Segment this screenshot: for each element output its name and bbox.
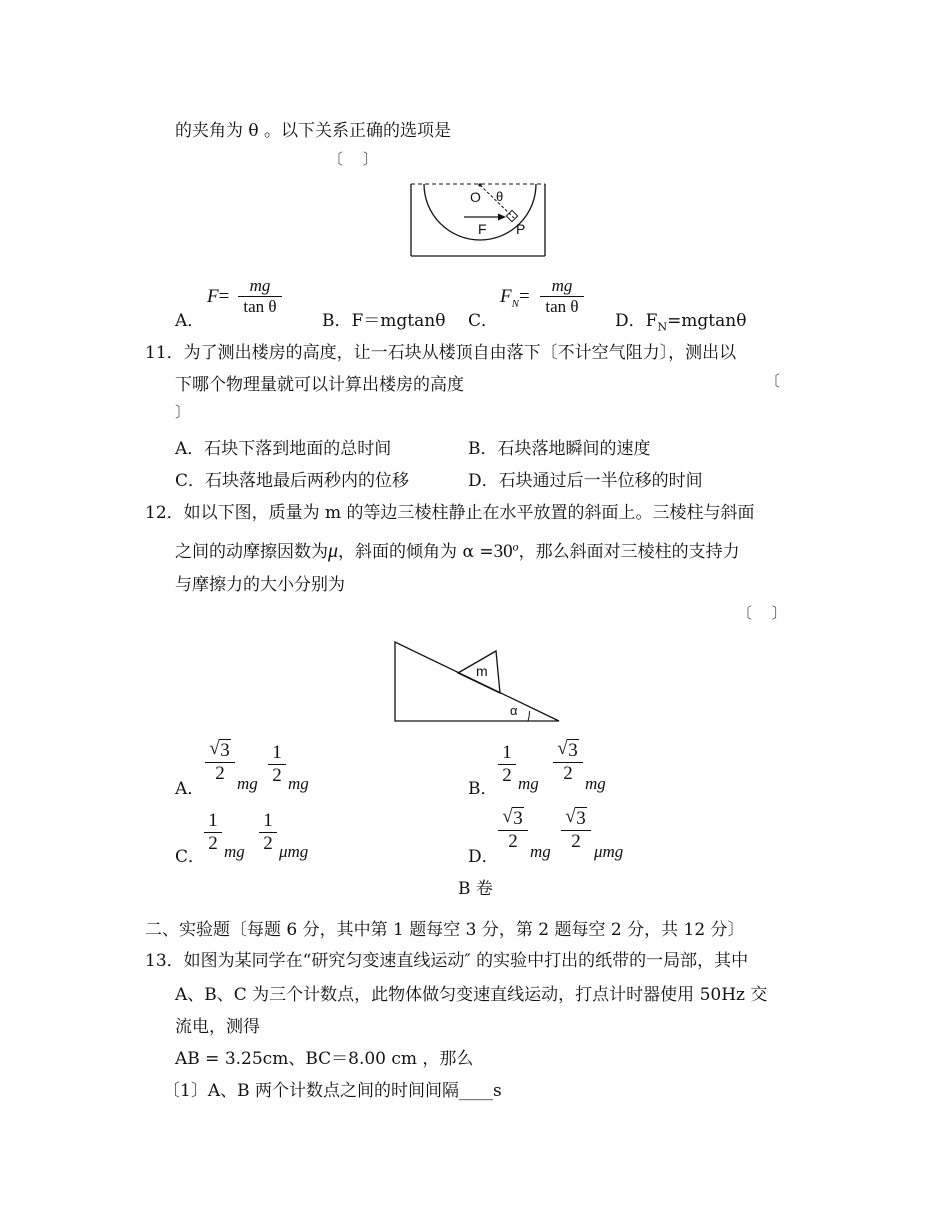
q12-option-b-frac-1: 1 2 [498,742,516,787]
q12-option-c-mu-mg: μmg [279,842,309,861]
q12-option-d-letter: D． [468,847,499,867]
q12-option-d-mg: mg [530,842,551,861]
q12-label-alpha: α [510,703,518,718]
q12-line-2: 之间的动摩擦因数为μ，斜面的倾角为 $\alpha =30^o$，那么斜面对三棱柱的支持力 [175,539,740,562]
q12-option-b-letter: B． [468,779,498,799]
q10-bowl-figure [408,180,548,260]
q13-line-4: AB = 3.25cm、BC＝8.00 cm ，那么 [175,1049,474,1069]
q11-line-1: 11．为了测出楼房的高度，让一石块从楼顶自由落下〔不计空气阻力〕，测出以 [145,343,737,363]
q12-angle-arc [528,711,530,721]
q10-option-a-denominator: tan θ [243,297,277,316]
q10-option-c-subscript: N [511,297,519,310]
q12-angle-value: 30 [493,541,513,562]
q10-label-p: P [516,221,526,237]
q12-option-a-frac-2: 1 2 [268,742,286,787]
q11-option-b: B．石块落地瞬间的速度 [468,439,651,459]
section-b-title: B 卷 [458,879,493,899]
q10-option-a-lhs: F= [207,286,230,307]
q12-incline-figure [392,638,564,726]
q12-option-d-mu-mg: μmg [594,842,624,861]
q10-option-b: B．F＝mgtanθ [322,311,446,331]
q13-line-3: 流电，测得 [175,1017,260,1037]
q12-option-c-frac-1: 1 2 [204,810,222,855]
q13-line-2: A、B、C 为三个计数点，此物体做匀变速直线运动，打点计时器使用 50Hz 交 [175,985,768,1005]
q10-label-theta: θ [496,189,504,204]
q12-answer-bracket: 〔 〕 [737,604,787,622]
q12-option-a-frac-1: √ 3 2 [205,740,235,785]
q13-line-1: 13．如图为某同学在“研究匀变速直线运动″ 的实验中打出的纸带的一局部，其中 [145,951,749,971]
q10-option-a-letter: A． [175,311,205,331]
q12-option-c-mg: mg [224,842,245,861]
q10-option-c-numerator: mg [551,276,573,295]
q11-option-c: C．石块落地最后两秒内的位移 [175,471,410,491]
q10-option-a-fraction [238,276,282,317]
q10-option-c-lhs: $F_N=$ [500,286,530,310]
q12-option-b-mg-1: mg [518,774,539,793]
q12-line-3: 与摩擦力的大小分别为 [175,575,345,595]
q11-option-d: D．石块通过后一半位移的时间 [468,471,703,491]
q11-bracket-open: 〔 [765,372,781,390]
q10-option-c-letter: C． [468,311,499,331]
q12-option-a-letter: A． [175,779,205,799]
section-experiment-heading: 二、实验题〔每题 6 分，其中第 1 题每空 3 分，第 2 题每空 2 分，共 12 分〕 [145,920,745,940]
q12-mu-symbol: μ [328,540,339,562]
q12-option-b-frac-2: √ 3 2 [553,740,583,785]
q10-option-a-numerator: mg [249,276,271,295]
q11-option-a: A．石块下落到地面的总时间 [175,439,392,459]
q12-option-d-frac-2: √ 3 2 [561,808,591,853]
q10-label-o: O [470,189,481,205]
q13-sub-question-1: 〔1〕A、B 两个计数点之间的时间间隔____s [163,1081,502,1101]
q12-option-a-mg-1: mg [237,774,258,793]
q10-label-f: F [478,221,487,237]
q10-answer-bracket: 〔 〕 [328,150,378,168]
q12-label-m: m [476,663,488,679]
q11-line-2: 下哪个物理量就可以计算出楼房的高度 [175,375,464,395]
q12-option-a-mg-2: mg [288,774,309,793]
q10-ball-p [506,210,517,221]
q10-stem-tail: 的夹角为 θ 。以下关系正确的选项是 [175,121,452,141]
q10-option-d: D．$F_N=mgtan\theta$ [615,311,747,334]
q10-option-c-fraction [540,276,584,317]
q12-line-1: 12．如以下图，质量为 m 的等边三棱柱静止在水平放置的斜面上。三棱柱与斜面 [145,503,755,523]
q12-option-c-frac-2: 1 2 [259,810,277,855]
q12-sqrt-3: √ 3 [209,738,230,761]
q12-option-c-letter: C． [175,847,206,867]
q10-option-c-denominator: tan θ [545,297,579,316]
q12-option-d-frac-1: √ 3 2 [498,808,528,853]
q10-force-arrowhead [498,214,506,221]
q11-bracket-close: 〕 [175,403,191,421]
q12-option-b-mg-2: mg [585,774,606,793]
